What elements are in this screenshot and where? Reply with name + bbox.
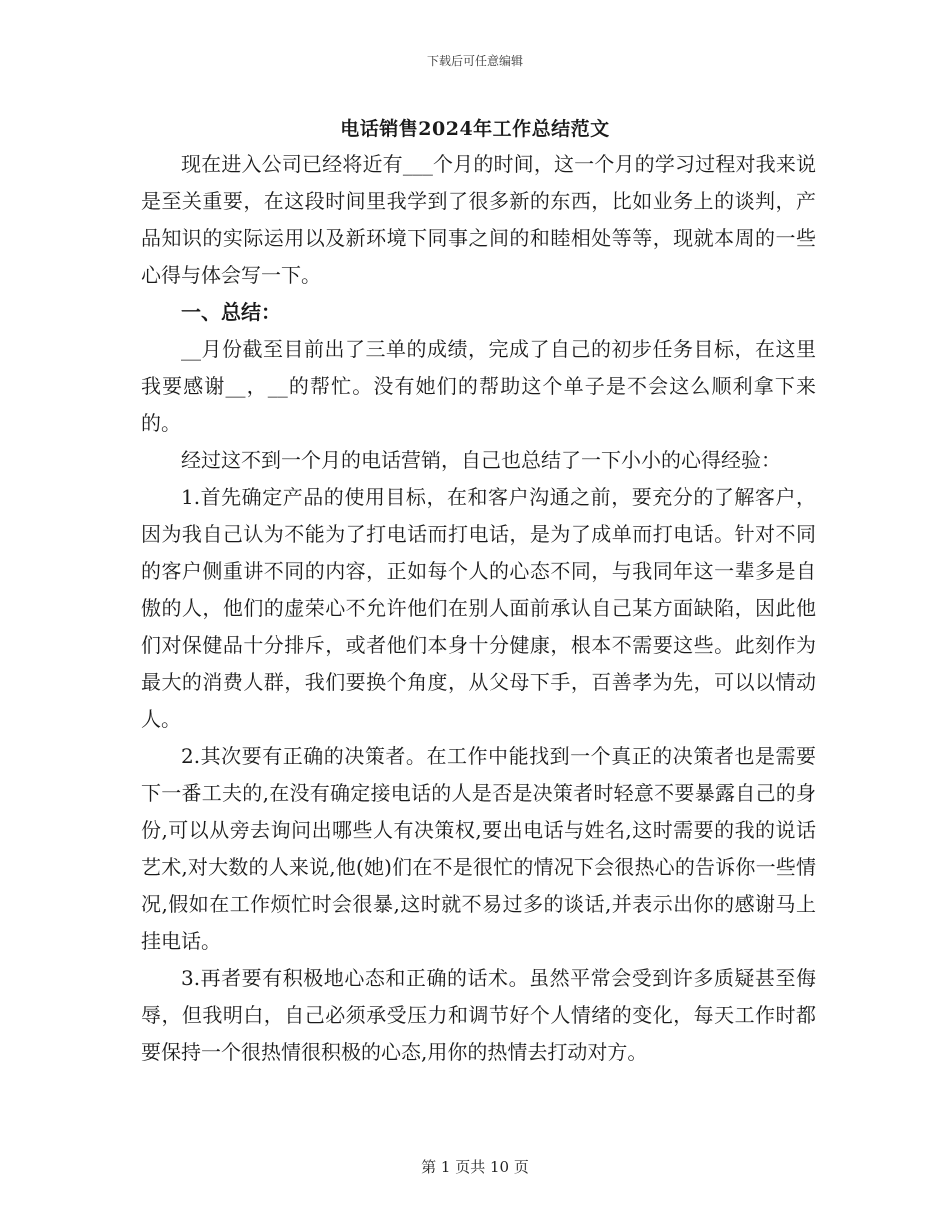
document-title: 电话销售2024年工作总结范文 xyxy=(340,118,610,140)
section-heading-summary: 一、总结： xyxy=(181,300,281,324)
paragraph-point-1: 1.首先确定产品的使用目标，在和客户沟通之前，要充分的了解客户，因为我自己认为不能为了打电话而打电话，是为了成单而打电话。针对不同的客户侧重讲不同的内容，正如每个人的心态不同，与我同年这一辈多是自傲的人，他们的虚荣心不允许他们在别人面前承认自己某方面缺陷，因此他们对保健品十分排斥，或者他们本身十分健康，根本不需要这些。此刻作为最大的消费人群，我们要换个角度，从父母下手，百善孝为先，可以以情动人。 xyxy=(141,485,816,731)
paragraph-experience-intro: 经过这不到一个月的电话营销，自己也总结了一下小小的心得经验： xyxy=(181,448,781,472)
page-footer-number: 第 1 页共 10 页 xyxy=(421,1158,529,1176)
paragraph-point-3: 3.再者要有积极地心态和正确的话术。虽然平常会受到许多质疑甚至侮辱，但我明白，自己必须承受压力和调节好个人情绪的变化，每天工作时都要保持一个很热情很积极的心态,用你的热情去打动对方。 xyxy=(141,966,816,1064)
paragraph-point-2: 2.其次要有正确的决策者。在工作中能找到一个真正的决策者也是需要下一番工夫的,在没有确定接电话的人是否是决策者时轻意不要暴露自己的身份,可以从旁去询问出哪些人有决策权,要出电话与姓名,这时需要的我的说话艺术,对大数的人来说,他(她)们在不是很忙的情况下会很热心的告诉你一些情况,假如在工作烦忙时会很暴,这时就不易过多的谈话,并表示出你的感谢马上挂电话。 xyxy=(141,744,816,953)
paragraph-results: __月份截至目前出了三单的成绩，完成了自己的初步任务目标，在这里我要感谢__，__的帮忙。没有她们的帮助这个单子是不会这么顺利拿下来的。 xyxy=(141,337,816,435)
document-body xyxy=(141,146,816,1071)
paragraph-intro: 现在进入公司已经将近有___个月的时间，这一个月的学习过程对我来说是至关重要，在这段时间里我学到了很多新的东西，比如业务上的谈判，产品知识的实际运用以及新环境下同事之间的和睦相处等等，现就本周的一些心得与体会写一下。 xyxy=(141,152,816,287)
page-header-note: 下载后可任意编辑 xyxy=(426,54,523,68)
